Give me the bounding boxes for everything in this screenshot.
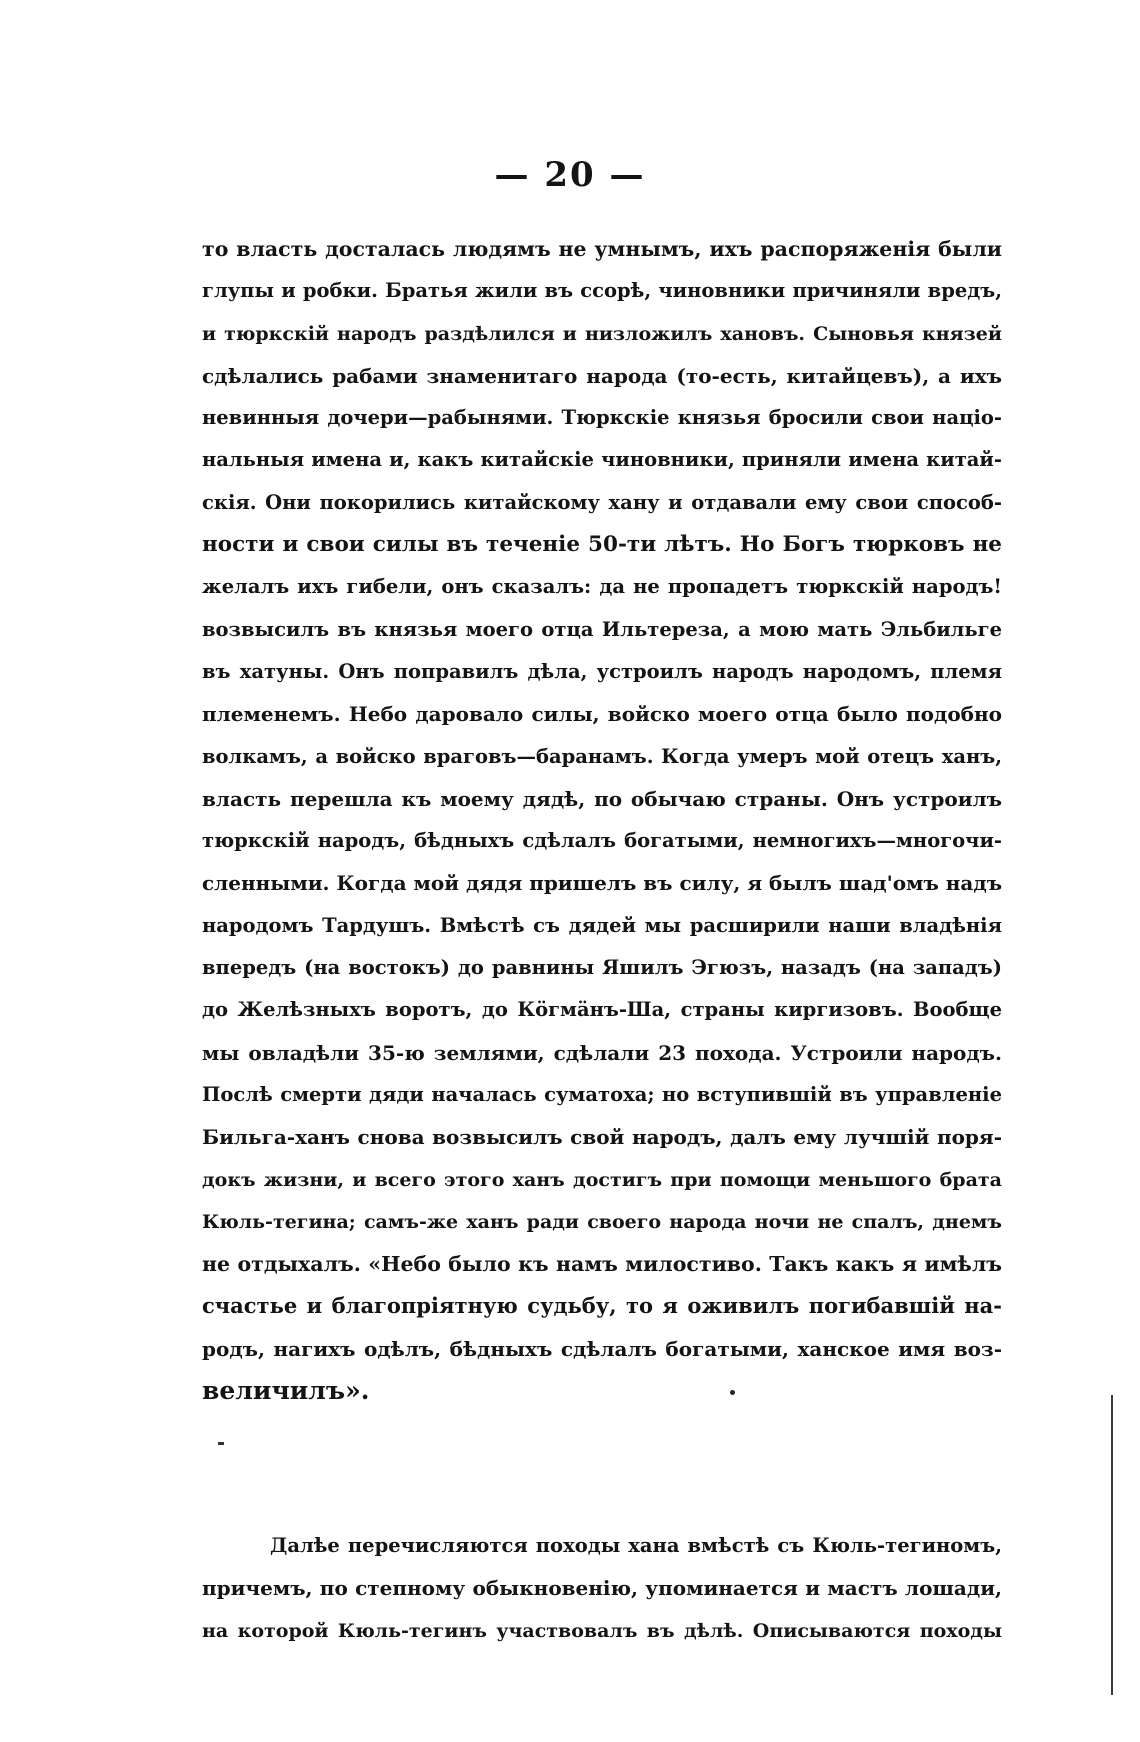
- text-line: въ хатуны. Онъ поправилъ дѣла, устроилъ народъ народомъ, племя: [202, 659, 1002, 683]
- text-line: племенемъ. Небо даровало силы, войско моего отца было подобно: [202, 702, 1002, 727]
- text-line: власть перешла къ моему дядѣ, по обычаю страны. Онъ устроилъ: [202, 786, 1002, 811]
- text-line: величилъ».: [202, 1376, 370, 1406]
- print-speck: [218, 1442, 224, 1445]
- text-line: глупы и робки. Братья жили въ ссорѣ, чиновники причиняли вредъ,: [202, 279, 1002, 303]
- text-line: тюркскій народъ, бѣдныхъ сдѣлалъ богатыми, немногихъ—многочи-: [202, 829, 1002, 853]
- text-line: впередъ (на востокъ) до равнины Яшилъ Эгюзъ, назадъ (на западъ): [202, 956, 1002, 980]
- text-line: волкамъ, а войско враговъ—баранамъ. Когда умеръ мой отецъ ханъ,: [202, 744, 1002, 768]
- text-line: невинныя дочери—рабынями. Тюркскіе князья бросили свои націо-: [202, 406, 1002, 430]
- text-line: не отдыхалъ. «Небо было къ намъ милостиво. Такъ какъ я имѣлъ: [202, 1252, 1002, 1277]
- text-line: Послѣ смерти дяди началась суматоха; но вступившій въ управленіе: [202, 1082, 1002, 1106]
- text-line: счастье и благопріятную судьбу, то я оживилъ погибавшій на-: [202, 1293, 1002, 1319]
- text-line: сленными. Когда мой дядя пришелъ въ силу, я былъ шад'омъ надъ: [202, 871, 1002, 896]
- text-line: Далѣе перечисляются походы хана вмѣстѣ съ Кюль-тегиномъ,: [270, 1534, 1002, 1557]
- text-line: на которой Кюль-тегинъ участвовалъ въ дѣлѣ. Описываются походы: [202, 1620, 1002, 1642]
- text-line: возвысилъ въ князья моего отца Ильтереза, а мою мать Эльбильге: [202, 617, 1002, 641]
- text-line: родъ, нагихъ одѣлъ, бѣдныхъ сдѣлалъ богатыми, ханское имя воз-: [202, 1336, 1002, 1361]
- text-line: Кюль-тегина; самъ-же ханъ ради своего народа ночи не спалъ, днемъ: [202, 1210, 1002, 1233]
- text-line: и тюркскій народъ раздѣлился и низложилъ хановъ. Сыновья князей: [202, 322, 1002, 345]
- text-line: Бильга-ханъ снова возвысилъ свой народъ, далъ ему лучшій поря-: [202, 1125, 1002, 1150]
- paragraph-2: [202, 1524, 1002, 1653]
- paragraph-1: [202, 228, 1002, 1412]
- text-line: желалъ ихъ гибели, онъ сказалъ: да не пропадетъ тюркскій народъ!: [202, 575, 1002, 599]
- text-line: то власть досталась людямъ не умнымъ, ихъ распоряженія были: [202, 237, 1002, 261]
- print-speck: [730, 1390, 735, 1395]
- text-line: мы овладѣли 35-ю землями, сдѣлали 23 похода. Устроили народъ.: [202, 1040, 1002, 1065]
- text-line: причемъ, по степному обыкновенію, упоминается и мастъ лошади,: [202, 1576, 1002, 1600]
- text-line: народомъ Тардушъ. Вмѣстѣ съ дядей мы расширили наши владѣнія: [202, 913, 1002, 937]
- text-line: до Желѣзныхъ воротъ, до Кöгмäнъ-Ша, страны киргизовъ. Вообще: [202, 998, 1002, 1022]
- page-number: — 20 —: [494, 155, 646, 195]
- text-line: нальныя имена и, какъ китайскіе чиновники, приняли имена китай-: [202, 448, 1002, 472]
- text-line: докъ жизни, и всего этого ханъ достигъ при помощи меньшого брата: [202, 1168, 1002, 1191]
- margin-rule: [1111, 1395, 1113, 1695]
- text-line: скія. Они покорились китайскому хану и отдавали ему свои способ-: [202, 490, 1002, 514]
- text-line: ности и свои силы въ теченіе 50-ти лѣтъ. Но Богъ тюрковъ не: [202, 532, 1002, 558]
- text-line: сдѣлались рабами знаменитаго народа (то-есть, китайцевъ), а ихъ: [202, 363, 1002, 388]
